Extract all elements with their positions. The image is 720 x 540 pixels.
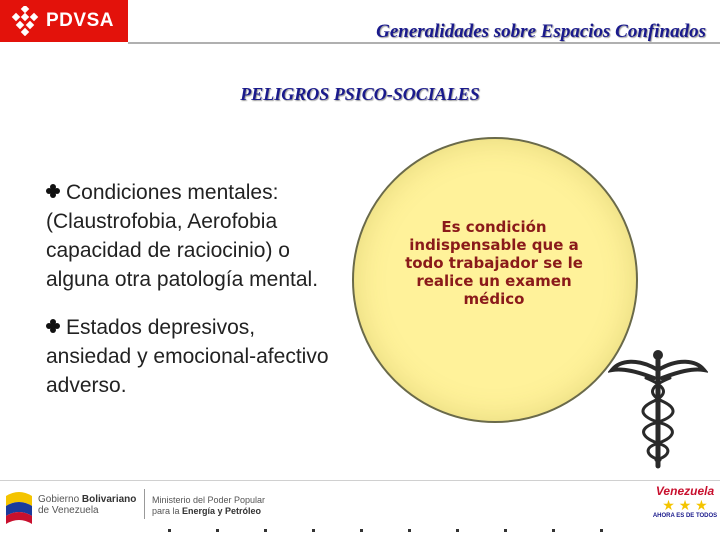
footer-dot <box>216 529 219 532</box>
flower-bullet-icon <box>46 319 60 333</box>
footer-divider <box>0 480 720 481</box>
gov-prefix: Gobierno <box>38 494 82 505</box>
ministry-text <box>152 495 265 517</box>
ministry-bold: Energía y Petróleo <box>182 506 262 516</box>
footer-dot <box>264 529 267 532</box>
callout-text: Es condición indispensable que a todo trabajador se le realice un examen médico <box>405 218 583 308</box>
brand-top-text: Venezuela <box>655 484 715 498</box>
flower-bullet-icon <box>46 184 60 198</box>
ministry-line1: Ministerio del Poder Popular <box>152 495 266 505</box>
venezuela-brand-logo <box>650 484 720 528</box>
footer-dot <box>408 529 411 532</box>
ministry-prefix: para la <box>152 506 183 516</box>
caduceus-icon <box>608 348 708 470</box>
footer-dot <box>600 529 603 532</box>
footer-dot <box>168 529 171 532</box>
gov-line2: de Venezuela <box>38 505 99 516</box>
government-logo-text <box>38 494 136 516</box>
gov-bold: Bolivariano <box>81 494 137 505</box>
footer-dots <box>150 529 650 537</box>
section-title: PELIGROS PSICO-SOCIALES <box>240 84 480 104</box>
bullet-text: Condiciones mentales: (Claustrofobia, Aerofobia capacidad de raciocinio) o alguna otra patología mental. <box>46 181 319 291</box>
star-icon: ★ ★ ★ <box>662 497 708 513</box>
footer-dot <box>456 529 459 532</box>
bullet-item <box>46 313 346 400</box>
footer-dot <box>312 529 315 532</box>
footer-dot <box>552 529 555 532</box>
footer-separator <box>144 489 145 519</box>
pdvsa-sun-icon <box>10 6 40 36</box>
bullet-list <box>46 178 346 419</box>
venezuela-flag-icon <box>4 486 34 526</box>
header-divider <box>128 42 720 44</box>
pdvsa-logo <box>0 0 128 42</box>
logo-text: PDVSA <box>46 10 114 31</box>
bullet-text: Estados depresivos, ansiedad y emocional-afectivo adverso. <box>46 316 329 397</box>
brand-bottom-text: AHORA ES DE TODOS <box>652 513 718 519</box>
footer-dot <box>504 529 507 532</box>
bullet-item <box>46 178 346 294</box>
footer-dot <box>360 529 363 532</box>
header-title: Generalidades sobre Espacios Confinados <box>376 21 706 42</box>
header-bar <box>0 0 720 44</box>
